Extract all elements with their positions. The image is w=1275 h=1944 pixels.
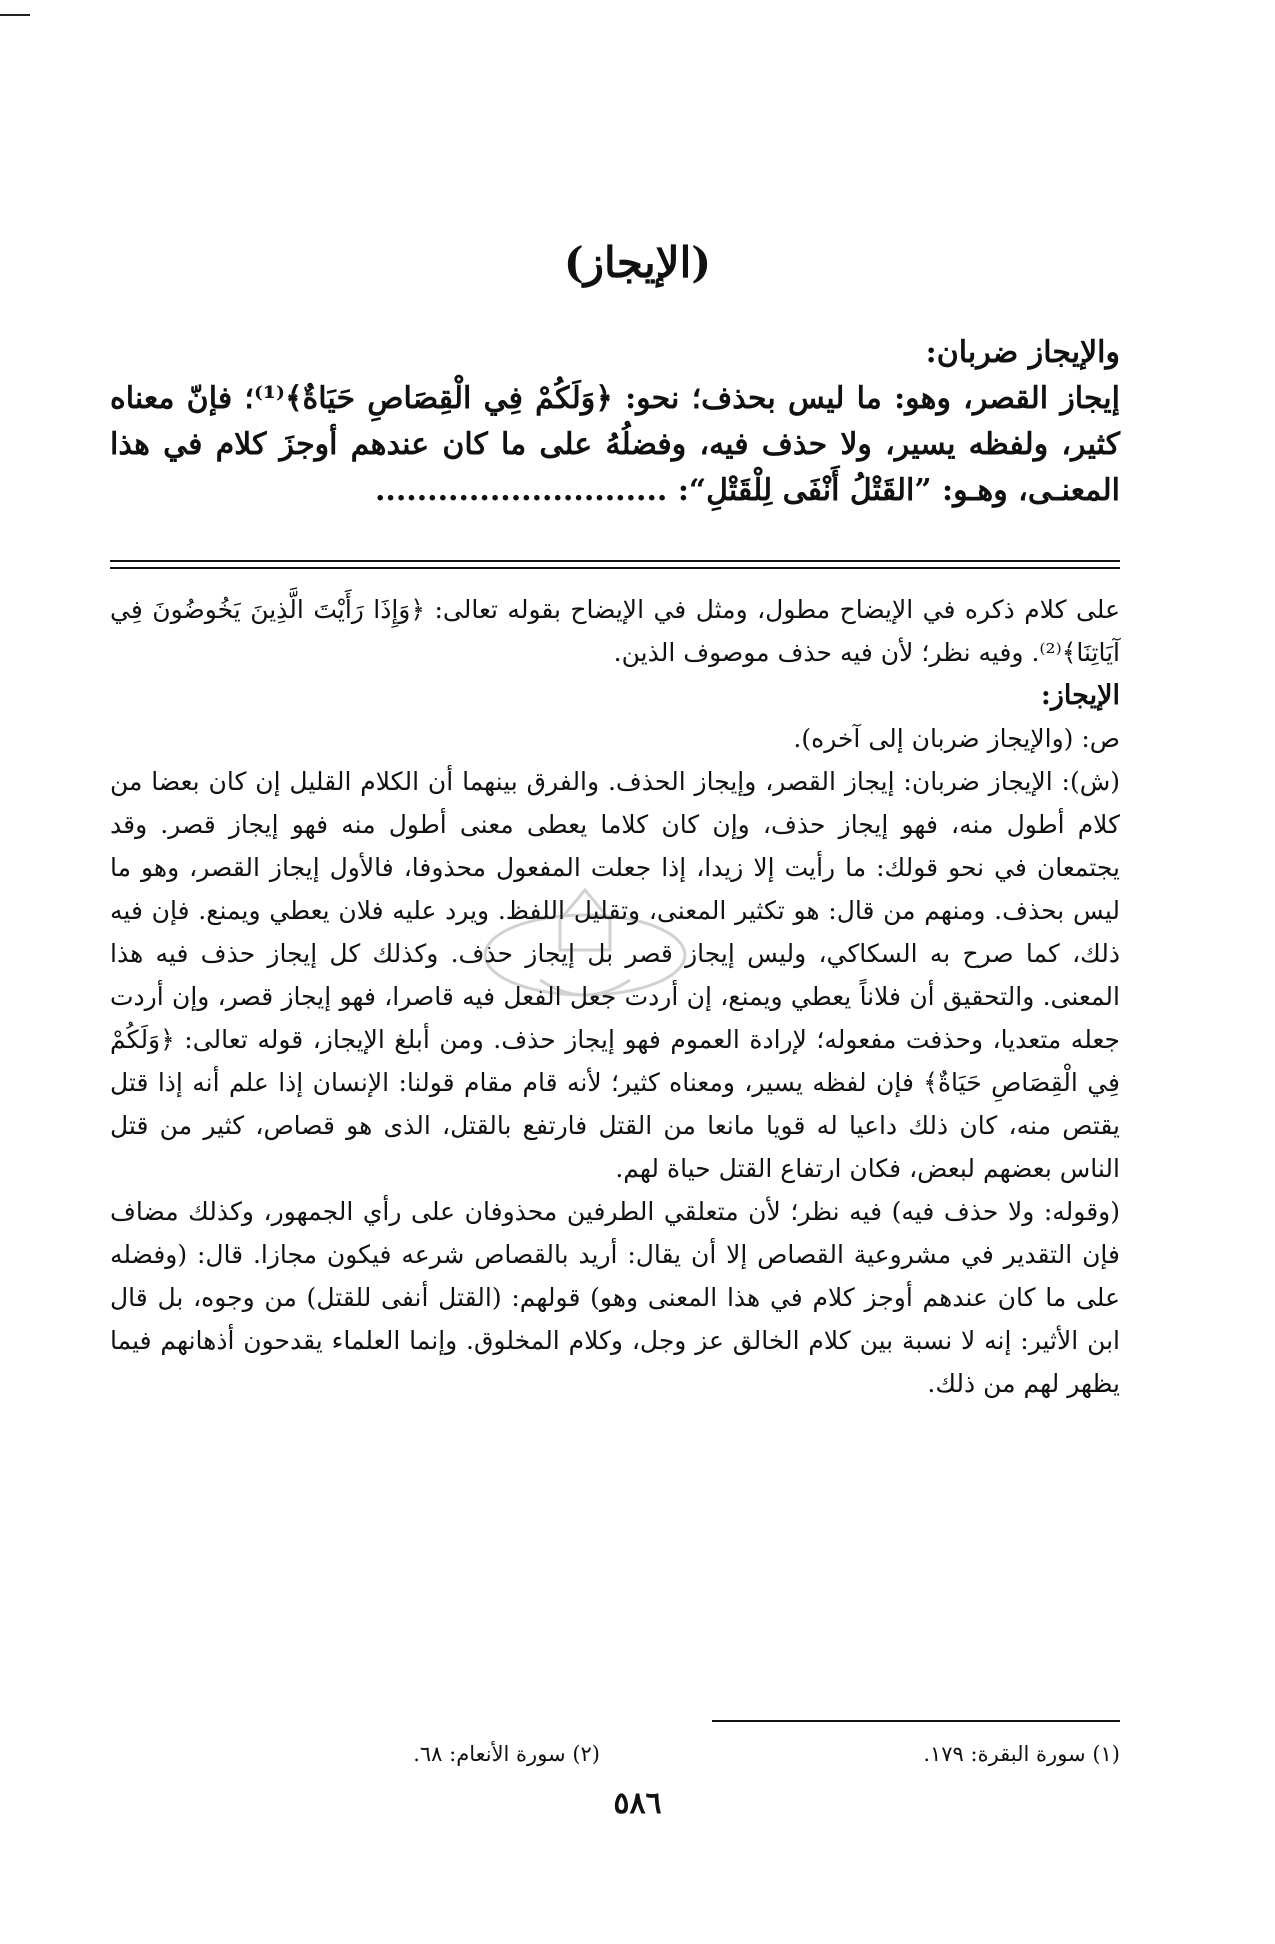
main-text [110,330,1120,514]
footnote-1: (١) سورة البقرة: ١٧٩. [923,1742,1120,1766]
page-number: ٥٨٦ [613,1786,662,1821]
matn-line-1: والإيجاز ضربان: [925,335,1120,370]
matn-line-2: إيجاز القصر، وهو: ما ليس بحذف؛ نحو: ﴿وَلَكُمْ فِي الْقِصَاصِ حَيَاةٌ﴾⁽¹⁾؛ فإنّ معناه كثير، ولفظه يسير، ولا حذف فيه، وفضلُهُ على ما كان عندهم أوجزَ كلام في هذا المعنـى، وهـو: ”القَتْلُ أَنْفَى لِلْقَتْلِ“: ............................ [110,381,1120,508]
library-stamp-icon [480,880,690,1030]
commentary-paragraph-1: على كلام ذكره في الإيضاح مطول، ومثل في الإيضاح بقوله تعالى: ﴿وَإِذَا رَأَيْتَ الَّذِينَ يَخُوضُونَ فِي آيَاتِنَا﴾⁽²⁾. وفيه نظر؛ لأن فيه حذف موصوف الذين. [110,595,1120,667]
footnote-divider [712,1720,1120,1722]
section-title: (الإيجاز) [563,238,712,287]
double-divider [110,560,1120,569]
commentary-paragraph-2: (ش): الإيجاز ضربان: إيجاز القصر، وإيجاز الحذف. والفرق بينهما أن الكلام القليل إن كان بعضا من كلام أطول منه، فهو إيجاز حذف، وإن كان كلاما يعطى معنى أطول منه فهو إيجاز قصر. وقد يجتمعان في نحو قولك: ما رأيت إلا زيدا، إذا جعلت المفعول محذوفا، فالأول إيجاز القصر، وهو ما ليس بحذف. ومنهم من قال: هو تكثير المعنى، وتقليل اللفظ. ويرد عليه فلان يعطي ويمنع. فإن فيه ذلك، كما صرح به السكاكي، وليس إيجاز قصر بل إيجاز حذف. وكذلك كل إيجاز حذف فيه هذا المعنى. والتحقيق أن فلاناً يعطي ويمنع، إن أردت جعل الفعل فيه قاصرا، فهو إيجاز قصر، وإن أردت جعله متعديا، وحذفت مفعوله؛ لإرادة العموم فهو إيجاز حذف. ومن أبلغ الإيجاز، قوله تعالى: ﴿وَلَكُمْ فِي الْقِصَاصِ حَيَاةٌ﴾ فإن لفظه يسير، ومعناه كثير؛ لأنه قام مقام قولنا: الإنسان إذا علم أنه إذا قتل يقتص منه، كان ذلك داعيا له قويا مانعا من القتل فارتفع بالقتل، الذى هو قصاص، كثير من قتل الناس بعضهم لبعض، فكان ارتفاع القتل حياة لهم. [110,767,1120,1183]
commentary-quote-ref: ص: (والإيجاز ضربان إلى آخره). [793,724,1120,753]
scan-corner-mark [0,0,30,16]
commentary-heading: الإيجاز: [1040,680,1120,711]
commentary-paragraph-3: (وقوله: ولا حذف فيه) فيه نظر؛ لأن متعلقي الطرفين محذوفان على رأي الجمهور، وكذلك مضاف فإن التقدير في مشروعية القصاص إلا أن يقال: أريد بالقصاص شرعه فيكون مجازا. قال: (وفضله على ما كان عندهم أوجز كلام في هذا المعنى وهو) قولهم: (القتل أنفى للقتل) من وجوه، بل قال ابن الأثير: إنه لا نسبة بين كلام الخالق عز وجل، وكلام المخلوق. وإنما العلماء يقدحون أذهانهم فيما يظهر لهم من ذلك. [110,1197,1120,1398]
footnote-2: (٢) سورة الأنعام: ٦٨. [413,1742,600,1766]
